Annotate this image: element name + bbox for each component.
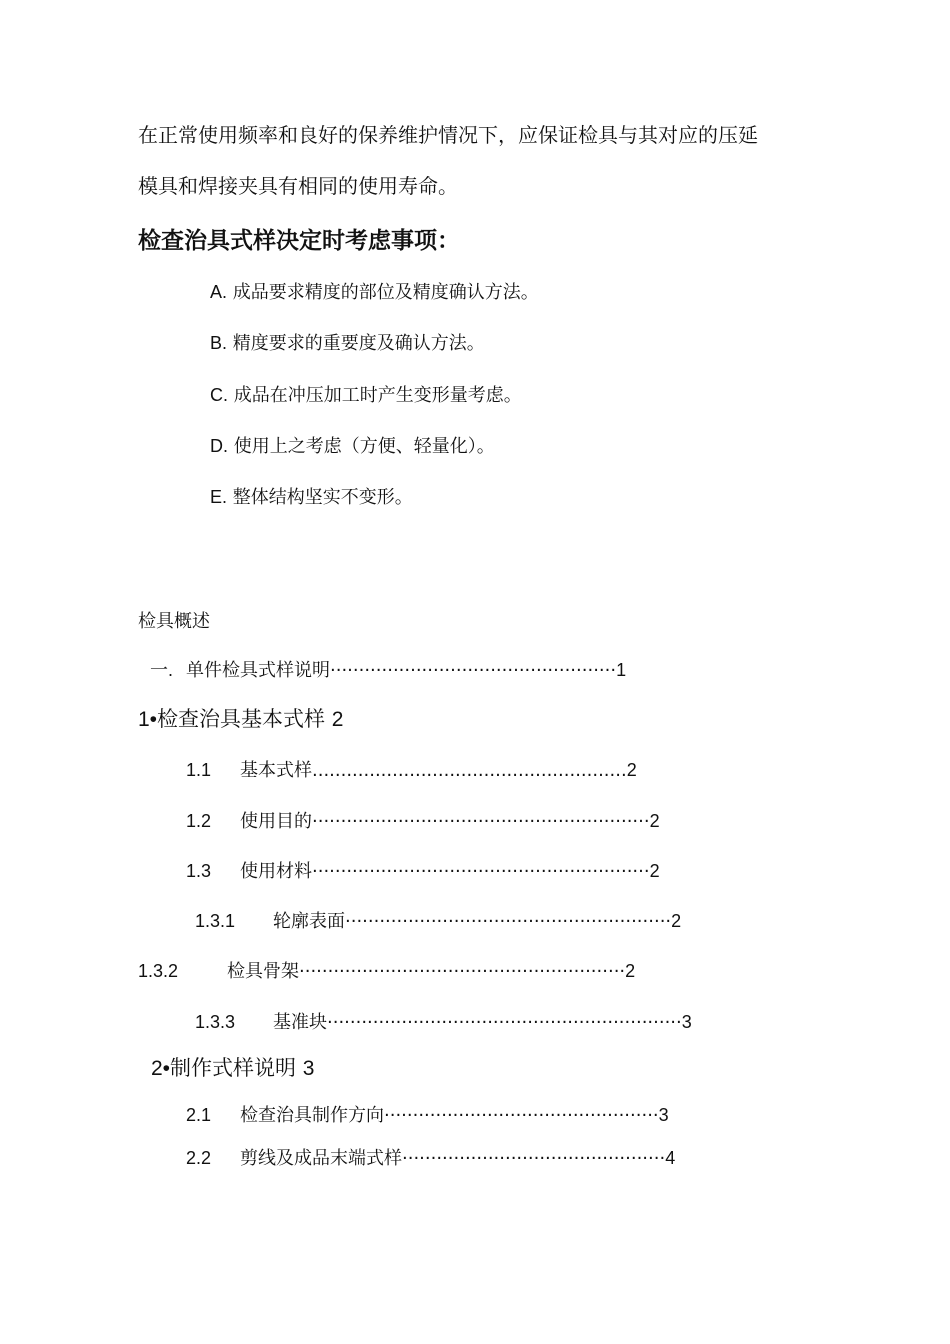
toc-entry[interactable] xyxy=(138,962,635,981)
consideration-item xyxy=(210,386,522,405)
toc-entry-page: 2 xyxy=(671,911,682,931)
toc-entry-text: 使用材料 xyxy=(240,861,312,882)
consideration-item xyxy=(210,283,539,302)
toc-entry[interactable] xyxy=(150,661,626,680)
toc-entry[interactable] xyxy=(186,1106,669,1125)
item-text: 使用上之考虑（方便、轻量化）。 xyxy=(233,436,495,457)
toc-entry-number: 2.1 xyxy=(186,1105,212,1125)
toc-entry-page: 3 xyxy=(681,1012,692,1032)
toc-entry[interactable] xyxy=(186,761,637,780)
item-letter: E. xyxy=(210,487,228,507)
consideration-item xyxy=(210,334,485,353)
toc-entry-text: 基准块 xyxy=(273,1012,327,1033)
intro-line-1: 在正常使用频率和良好的保养维护情况下，应保证检具与其对应的压延 xyxy=(138,123,758,147)
toc-entry-page: 1 xyxy=(616,660,627,680)
toc-entry[interactable] xyxy=(186,862,660,881)
toc-entry-text: 基本式样 xyxy=(240,760,312,781)
toc-entry-text: 检查治具制作方向 xyxy=(240,1105,384,1126)
item-text: 整体结构坚实不变形。 xyxy=(232,487,413,508)
toc-entry-text: 检查治具基本式样 xyxy=(157,707,326,731)
toc-title: 检具概述 xyxy=(138,611,210,632)
toc-entry-page: 2 xyxy=(626,760,637,780)
toc-entry-leader: ·················································· xyxy=(330,660,617,681)
toc-entry-text: 轮廓表面 xyxy=(273,911,345,932)
toc-section[interactable] xyxy=(138,709,343,730)
considerations-heading: 检查治具式样决定时考虑事项： xyxy=(138,228,460,254)
consideration-item xyxy=(210,437,495,456)
toc-entry-page: 3 xyxy=(658,1105,669,1125)
toc-entry-number: 一. xyxy=(150,660,174,680)
toc-entry-page: 2 xyxy=(331,708,344,731)
toc-entry-leader: ························································· xyxy=(345,911,672,932)
toc-entry-page: 3 xyxy=(302,1057,315,1080)
toc-entry-number: 1.1 xyxy=(186,760,212,780)
toc-entry-leader: ······························································ xyxy=(327,1012,682,1033)
toc-entry-text: 制作式样说明 xyxy=(170,1056,297,1080)
toc-entry-text: 检具骨架 xyxy=(227,961,299,982)
item-text: 成品在冲压加工时产生变形量考虑。 xyxy=(233,385,522,406)
toc-entry-number: 1.3.3 xyxy=(195,1012,236,1032)
toc-entry-number: 1.3.1 xyxy=(195,911,236,931)
toc-entry-number: 1.3 xyxy=(186,861,212,881)
toc-entry-page: 2 xyxy=(649,861,660,881)
toc-entry-number: 2• xyxy=(151,1057,171,1080)
toc-entry-number: 1• xyxy=(138,708,158,731)
toc-entry[interactable] xyxy=(186,812,660,831)
toc-entry-page: 4 xyxy=(665,1148,676,1168)
toc-entry[interactable] xyxy=(186,1149,675,1168)
toc-entry-leader: ················································ xyxy=(384,1105,659,1126)
item-text: 成品要求精度的部位及精度确认方法。 xyxy=(232,282,539,303)
item-letter: D. xyxy=(210,436,228,456)
toc-entry-leader: ··························································· xyxy=(312,861,650,882)
consideration-item xyxy=(210,488,413,507)
toc-entry[interactable] xyxy=(195,912,681,931)
item-text: 精度要求的重要度及确认方法。 xyxy=(232,333,485,354)
toc-entry-text: 使用目的 xyxy=(240,811,312,832)
toc-entry-page: 2 xyxy=(649,811,660,831)
toc-section[interactable] xyxy=(151,1058,314,1079)
toc-entry-number: 2.2 xyxy=(186,1148,212,1168)
toc-entry[interactable] xyxy=(195,1013,692,1032)
toc-entry-number: 1.3.2 xyxy=(138,961,179,981)
item-letter: B. xyxy=(210,333,228,353)
item-letter: A. xyxy=(210,282,228,302)
toc-entry-page: 2 xyxy=(625,961,636,981)
toc-entry-text: 单件检具式样说明 xyxy=(186,660,330,681)
toc-entry-leader: ··························································· xyxy=(312,811,650,832)
toc-entry-leader: ·············································· xyxy=(402,1148,666,1169)
toc-entry-leader: ························································· xyxy=(299,961,626,982)
toc-entry-leader: ....................................................... xyxy=(312,760,627,781)
toc-entry-text: 剪线及成品末端式样 xyxy=(240,1148,402,1169)
toc-entry-number: 1.2 xyxy=(186,811,212,831)
intro-line-2: 模具和焊接夹具有相同的使用寿命。 xyxy=(138,174,458,198)
item-letter: C. xyxy=(210,385,228,405)
